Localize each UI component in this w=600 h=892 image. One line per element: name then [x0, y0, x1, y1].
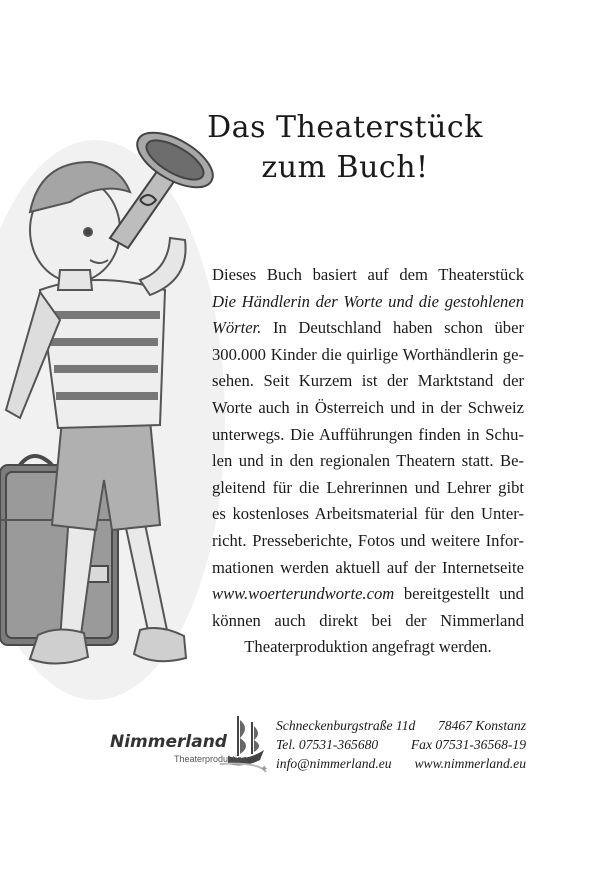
body-line: können auch direkt bei der Nimmerland: [212, 610, 524, 630]
body-line: 300.000 Kinder die quirlige Worthändlerin ge-: [212, 344, 524, 364]
body-line: len und in den regionalen Theatern statt. Be-: [212, 451, 524, 471]
title-line-2: zum Buch!: [261, 150, 429, 185]
svg-text:✦: ✦: [260, 764, 269, 775]
email-link[interactable]: info@nimmerland.eu: [276, 756, 392, 771]
city: 78467 Konstanz: [438, 718, 526, 733]
body-line: unterwegs. Die Aufführungen finden in Schu-: [212, 424, 524, 444]
web-row: [276, 754, 526, 773]
body-line: gleitend für die Lehrerinnen und Lehrer gibt: [212, 477, 524, 497]
body-line-rest: bereitgestellt und: [403, 584, 524, 604]
play-title-line: Die Händlerin der Worte und die gestohlenen: [212, 291, 524, 311]
contact-block: [276, 716, 526, 773]
body-line: Dieses Buch basiert auf dem Theaterstück: [212, 265, 524, 284]
street: Schneckenburgstraße 11d: [276, 718, 416, 733]
address-row: [276, 716, 526, 735]
page-title: [200, 108, 490, 188]
body-line: sehen. Seit Kurzem ist der Marktstand der: [212, 371, 524, 391]
telephone: Tel. 07531-365680: [276, 737, 379, 752]
body-line: [212, 581, 524, 608]
body-line: es kostenloses Arbeitsmaterial für den Unter-: [212, 504, 524, 524]
body-line-last: Theaterproduktion angefragt werden.: [244, 637, 492, 657]
title-line-1: Das Theaterstück: [207, 110, 483, 145]
body-line: richt. Presseberichte, Fotos und weitere Infor-: [212, 530, 524, 550]
nimmerland-logo: [110, 708, 270, 778]
play-title-end: Wörter.: [212, 318, 262, 338]
logo-subtitle: Theaterproduktion: [174, 754, 248, 764]
body-line-rest: In Deutschland haben schon über: [272, 318, 524, 338]
logo-wordmark: Nimmerland: [110, 732, 227, 752]
website-link[interactable]: www.woerterundworte.com: [212, 584, 395, 604]
body-line: [212, 315, 524, 342]
body-paragraph: [212, 262, 524, 661]
fax: Fax 07531-36568-19: [410, 737, 526, 752]
body-line: Worte auch in Österreich und in der Schweiz: [212, 397, 524, 417]
website-nimmerland-link[interactable]: www.nimmerland.eu: [414, 756, 526, 771]
phone-row: [276, 735, 526, 754]
body-line: mationen werden aktuell auf der Internetseite: [212, 557, 524, 577]
